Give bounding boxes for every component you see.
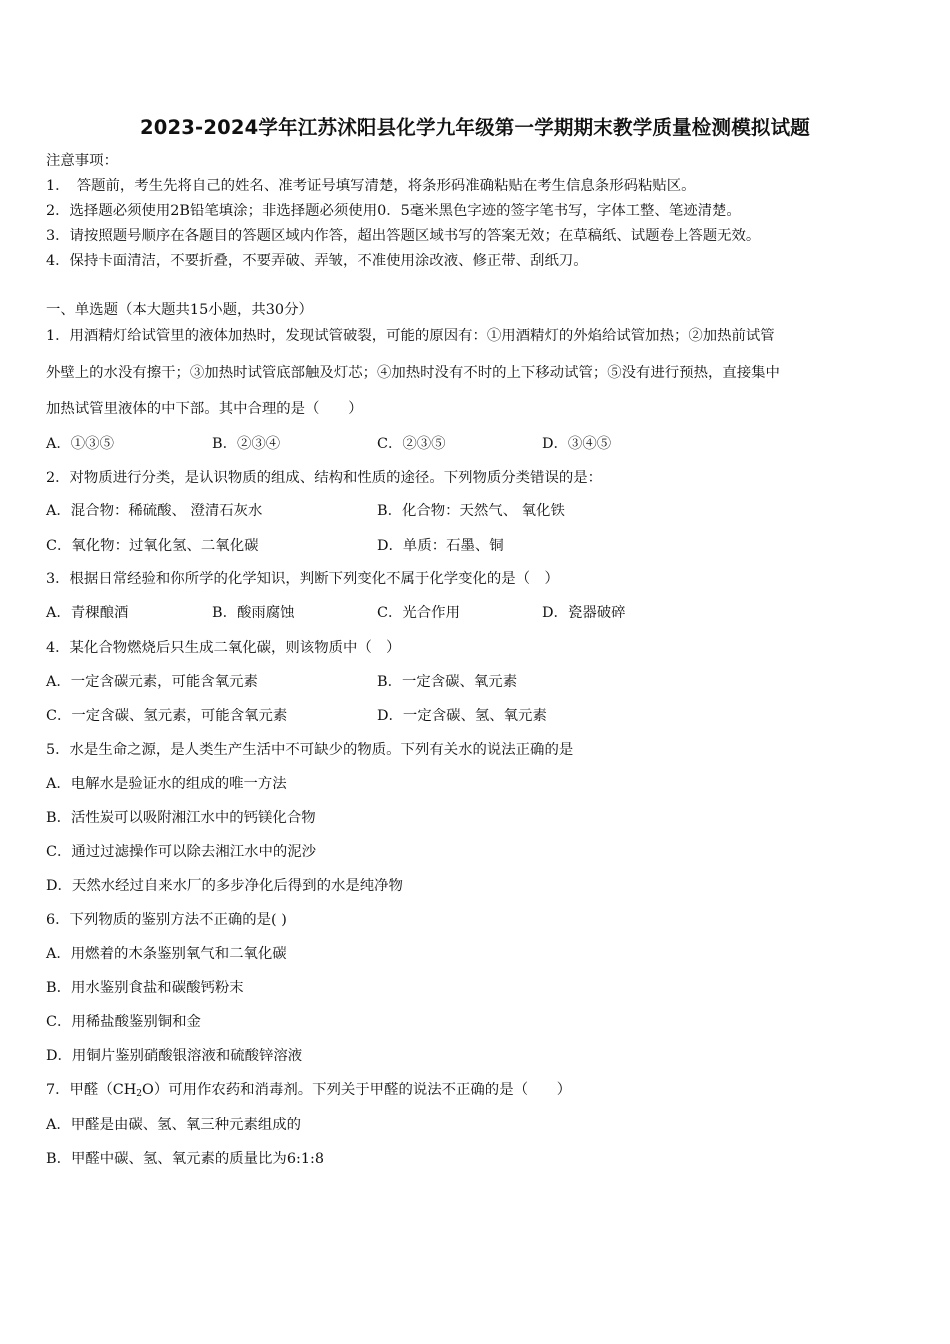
- notice-heading: 注意事项：: [46, 153, 118, 169]
- question-2-option-c: C．氧化物：过氧化氢、二氧化碳: [46, 538, 259, 554]
- question-1-option-d: D．③④⑤: [542, 436, 612, 452]
- question-4-option-b: B．一定含碳、氧元素: [377, 674, 518, 690]
- question-6-option-b: B．用水鉴别食盐和碳酸钙粉末: [46, 980, 244, 996]
- question-4-option-c: C．一定含碳、氢元素，可能含氧元素: [46, 708, 288, 724]
- question-1-stem: 外壁上的水没有擦干；③加热时试管底部触及灯芯；④加热时没有不时的上下移动试管；⑤没有进行预热，直接集中: [46, 365, 780, 381]
- question-7-option-a: A．甲醛是由碳、氢、氧三种元素组成的: [46, 1117, 302, 1133]
- question-1-option-c: C．②③⑤: [377, 436, 446, 452]
- page-title: 2023-2024学年江苏沭阳县化学九年级第一学期期末教学质量检测模拟试题: [139, 116, 811, 139]
- question-1-option-a: A．①③⑤: [46, 436, 114, 452]
- question-2-option-d: D．单质：石墨、铜: [377, 538, 504, 554]
- question-6-option-a: A．用燃着的木条鉴别氧气和二氧化碳: [46, 946, 287, 962]
- notice-item: 4．保持卡面清洁，不要折叠，不要弄破、弄皱，不准使用涂改液、修正带、刮纸刀。: [46, 253, 588, 269]
- question-6-stem: 6．下列物质的鉴别方法不正确的是( ): [46, 912, 287, 928]
- question-5-option-d: D．天然水经过自来水厂的多步净化后得到的水是纯净物: [46, 878, 403, 894]
- question-7-stem-pre: 7．甲醛（CH: [46, 1082, 137, 1098]
- question-4-option-d: D．一定含碳、氢、氧元素: [377, 708, 547, 724]
- question-5-option-c: C．通过过滤操作可以除去湘江水中的泥沙: [46, 844, 317, 860]
- question-1-stem: 加热试管里液体的中下部。其中合理的是（ ）: [46, 401, 363, 417]
- question-7-option-b: B．甲醛中碳、氢、氧元素的质量比为6:1:8: [46, 1151, 324, 1167]
- question-2-option-a: A．混合物：稀硫酸、 澄清石灰水: [46, 503, 263, 519]
- question-5-option-b: B．活性炭可以吸附湘江水中的钙镁化合物: [46, 810, 316, 826]
- notice-item: 1． 答题前，考生先将自己的姓名、准考证号填写清楚，将条形码准确粘贴在考生信息条形码粘贴区。: [46, 178, 696, 194]
- question-7-stem-post: O）可用作农药和消毒剂。下列关于甲醛的说法不正确的是（ ）: [142, 1082, 572, 1098]
- question-1-option-b: B．②③④: [212, 436, 281, 452]
- question-3-option-d: D．瓷器破碎: [542, 605, 626, 621]
- question-5-option-a: A．电解水是验证水的组成的唯一方法: [46, 776, 287, 792]
- question-7-stem-subscript: 2: [136, 1089, 143, 1099]
- question-3-stem: 3．根据日常经验和你所学的化学知识，判断下列变化不属于化学变化的是（ ）: [46, 571, 559, 587]
- question-7-stem: [46, 1081, 571, 1103]
- notice-item: 2．选择题必须使用2B铅笔填涂；非选择题必须使用0．5毫米黑色字迹的签字笔书写，字体工整、笔迹清楚。: [46, 203, 741, 219]
- question-2-option-b: B．化合物：天然气、 氧化铁: [377, 503, 565, 519]
- question-1-stem: 1．用酒精灯给试管里的液体加热时，发现试管破裂，可能的原因有：①用酒精灯的外焰给试管加热；②加热前试管: [46, 328, 775, 344]
- question-2-stem: 2．对物质进行分类，是认识物质的组成、结构和性质的途径。下列物质分类错误的是：: [46, 470, 603, 486]
- question-6-option-d: D．用铜片鉴别硝酸银溶液和硫酸锌溶液: [46, 1048, 303, 1064]
- section-heading: 一、单选题（本大题共15小题，共30分）: [46, 302, 313, 318]
- question-4-stem: 4．某化合物燃烧后只生成二氧化碳，则该物质中（ ）: [46, 640, 401, 656]
- question-3-option-c: C．光合作用: [377, 605, 460, 621]
- question-3-option-a: A．青稞酿酒: [46, 605, 129, 621]
- notice-item: 3．请按照题号顺序在各题目的答题区域内作答，超出答题区域书写的答案无效；在草稿纸、试题卷上答题无效。: [46, 228, 761, 244]
- question-6-option-c: C．用稀盐酸鉴别铜和金: [46, 1014, 201, 1030]
- question-3-option-b: B．酸雨腐蚀: [212, 605, 295, 621]
- question-4-option-a: A．一定含碳元素，可能含氧元素: [46, 674, 258, 690]
- question-5-stem: 5．水是生命之源，是人类生产生活中不可缺少的物质。下列有关水的说法正确的是: [46, 742, 574, 758]
